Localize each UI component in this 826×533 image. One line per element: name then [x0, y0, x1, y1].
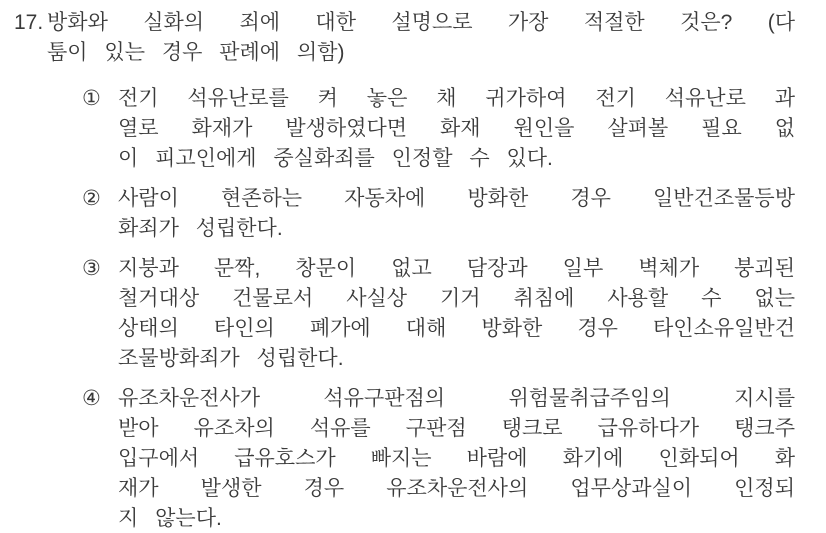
question-text	[47, 8, 795, 68]
option-text-line: 입구에서 급유호스가 빠지는 바람에 화기에 인화되어 화	[118, 447, 795, 470]
option-text-line: 상태의 타인의 폐가에 대해 방화한 경우 타인소유일반건	[118, 317, 795, 340]
option-4-marker: ④	[82, 387, 101, 410]
option-1	[14, 84, 795, 174]
option-text-line: 철거대상 건물로서 사실상 기거 취침에 사용할 수 없는	[118, 287, 795, 310]
option-text-line: 지붕과 문짝, 창문이 없고 담장과 일부 벽체가 붕괴된	[118, 257, 795, 280]
option-text-line: 재가 발생한 경우 유조차운전사의 업무상과실이 인정되	[118, 477, 795, 500]
option-1-marker: ①	[82, 87, 101, 110]
option-text-line: 열로 화재가 발생하였다면 화재 원인을 살펴볼 필요 없	[118, 117, 795, 140]
question-block	[14, 8, 795, 68]
option-3-text	[118, 254, 795, 374]
option-text-line: 지 않는다.	[118, 507, 222, 530]
option-text-line: 화죄가 성립한다.	[118, 217, 283, 240]
question-text-line: 툼이 있는 경우 판례에 의함)	[47, 41, 345, 64]
option-3	[14, 254, 795, 374]
option-2-text	[118, 184, 795, 244]
question-number: 17.	[14, 11, 44, 34]
option-text-line: 유조차운전사가 석유구판점의 위험물취급주임의 지시를	[118, 387, 795, 410]
option-2-marker: ②	[82, 187, 101, 210]
option-text-line: 이 피고인에게 중실화죄를 인정할 수 있다.	[118, 147, 553, 170]
option-1-text	[118, 84, 795, 174]
option-text-line: 조물방화죄가 성립한다.	[118, 347, 344, 370]
option-4-text	[118, 384, 795, 533]
option-text-line: 받아 유조차의 석유를 구판점 탱크로 급유하다가 탱크주	[118, 417, 795, 440]
option-2	[14, 184, 795, 244]
option-4	[14, 384, 795, 533]
question-text-line: 방화와 실화의 죄에 대한 설명으로 가장 적절한 것은? (다	[47, 11, 795, 34]
option-3-marker: ③	[82, 257, 101, 280]
option-text-line: 전기 석유난로를 켜 놓은 채 귀가하여 전기 석유난로 과	[118, 87, 795, 110]
option-text-line: 사람이 현존하는 자동차에 방화한 경우 일반건조물등방	[118, 187, 795, 210]
